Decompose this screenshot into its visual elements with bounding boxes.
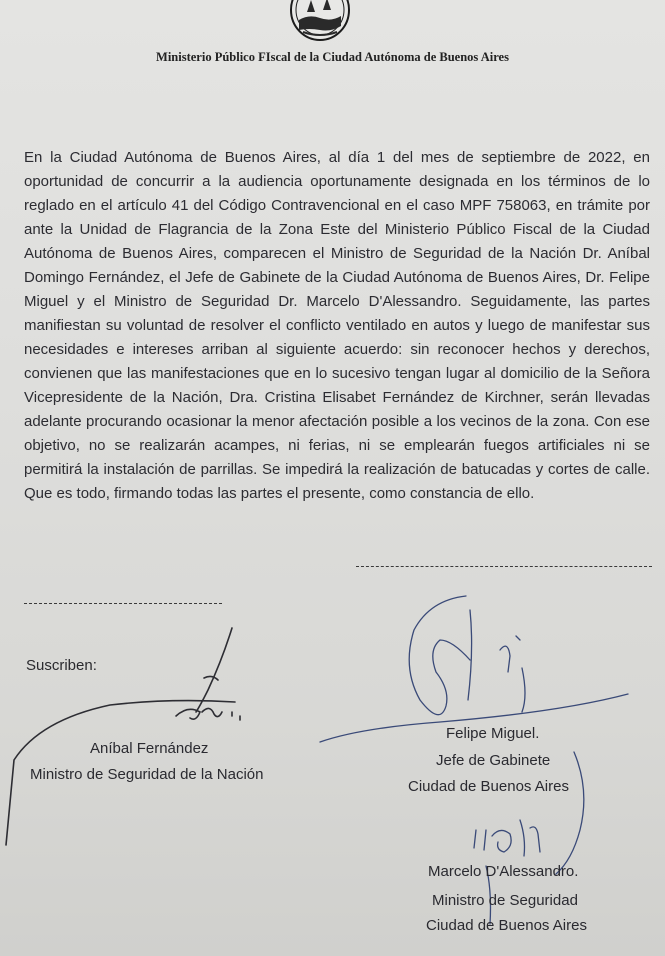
- filler-line-end: [356, 566, 652, 567]
- ministry-header: Ministerio Público FIscal de la Ciudad Autónoma de Buenos Aires: [156, 50, 509, 64]
- miguel-title: Jefe de Gabinete: [436, 752, 551, 769]
- fernandez-title: Ministro de Seguridad de la Nación: [30, 766, 264, 783]
- dalessandro-city: Ciudad de Buenos Aires: [426, 917, 587, 934]
- agreement-paragraph: En la Ciudad Autónoma de Buenos Aires, al día 1 del mes de septiembre de 2022, en oportunidad de concurrir a la audiencia oportunamente designada en los términos de lo reglado en el artículo 41 del Código Contravencional en el caso MPF 758063, en trámite por ante la Unidad de Flagrancia de la Zona Este del Ministerio Público Fiscal de la Ciudad Autónoma de Buenos Aires, comparecen el Ministro de Seguridad de la Nación Dr. Aníbal Domingo Fernández, el Jefe de Gabinete de la Ciudad Autónoma de Buenos Aires, Dr. Felipe Miguel y el Ministro de Seguridad Dr. Marcelo D'Alessandro. Seguidamente, las partes manifiestan su voluntad de resolver el conflicto ventilado en autos y luego de manifestar sus necesidades e intereses arriban al siguiente acuerdo: sin reconocer hechos y derechos, convienen que las manifestaciones que en lo sucesivo tengan lugar al domicilio de la Señora Vicepresidente de la Nación, Dra. Cristina Elisabet Fernández de Kirchner, serán llevadas adelante procurando ocasionar la menor afectación posible a los vecinos de la zona. Con ese objetivo, no se realizarán acampes, ni ferias, ni se emplearán fuegos artificiales ni se permitirá la instalación de parrillas. Se impedirá la realización de batucadas y cortes de calle. Que es todo, firmando todas las partes el presente, como constancia de ello.: [24, 149, 650, 502]
- dalessandro-title: Ministro de Seguridad: [432, 892, 578, 909]
- coat-of-arms-seal: [289, 0, 351, 44]
- miguel-name: Felipe Miguel.: [446, 725, 540, 742]
- agreement-body: [24, 146, 650, 506]
- signature-miguel: [320, 596, 628, 742]
- fernandez-name: Aníbal Fernández: [90, 740, 209, 757]
- miguel-city: Ciudad de Buenos Aires: [408, 778, 569, 795]
- suscriben-label: Suscriben:: [26, 657, 97, 674]
- dalessandro-name: Marcelo D'Alessandro.: [428, 863, 579, 880]
- filler-line-below: [24, 603, 222, 604]
